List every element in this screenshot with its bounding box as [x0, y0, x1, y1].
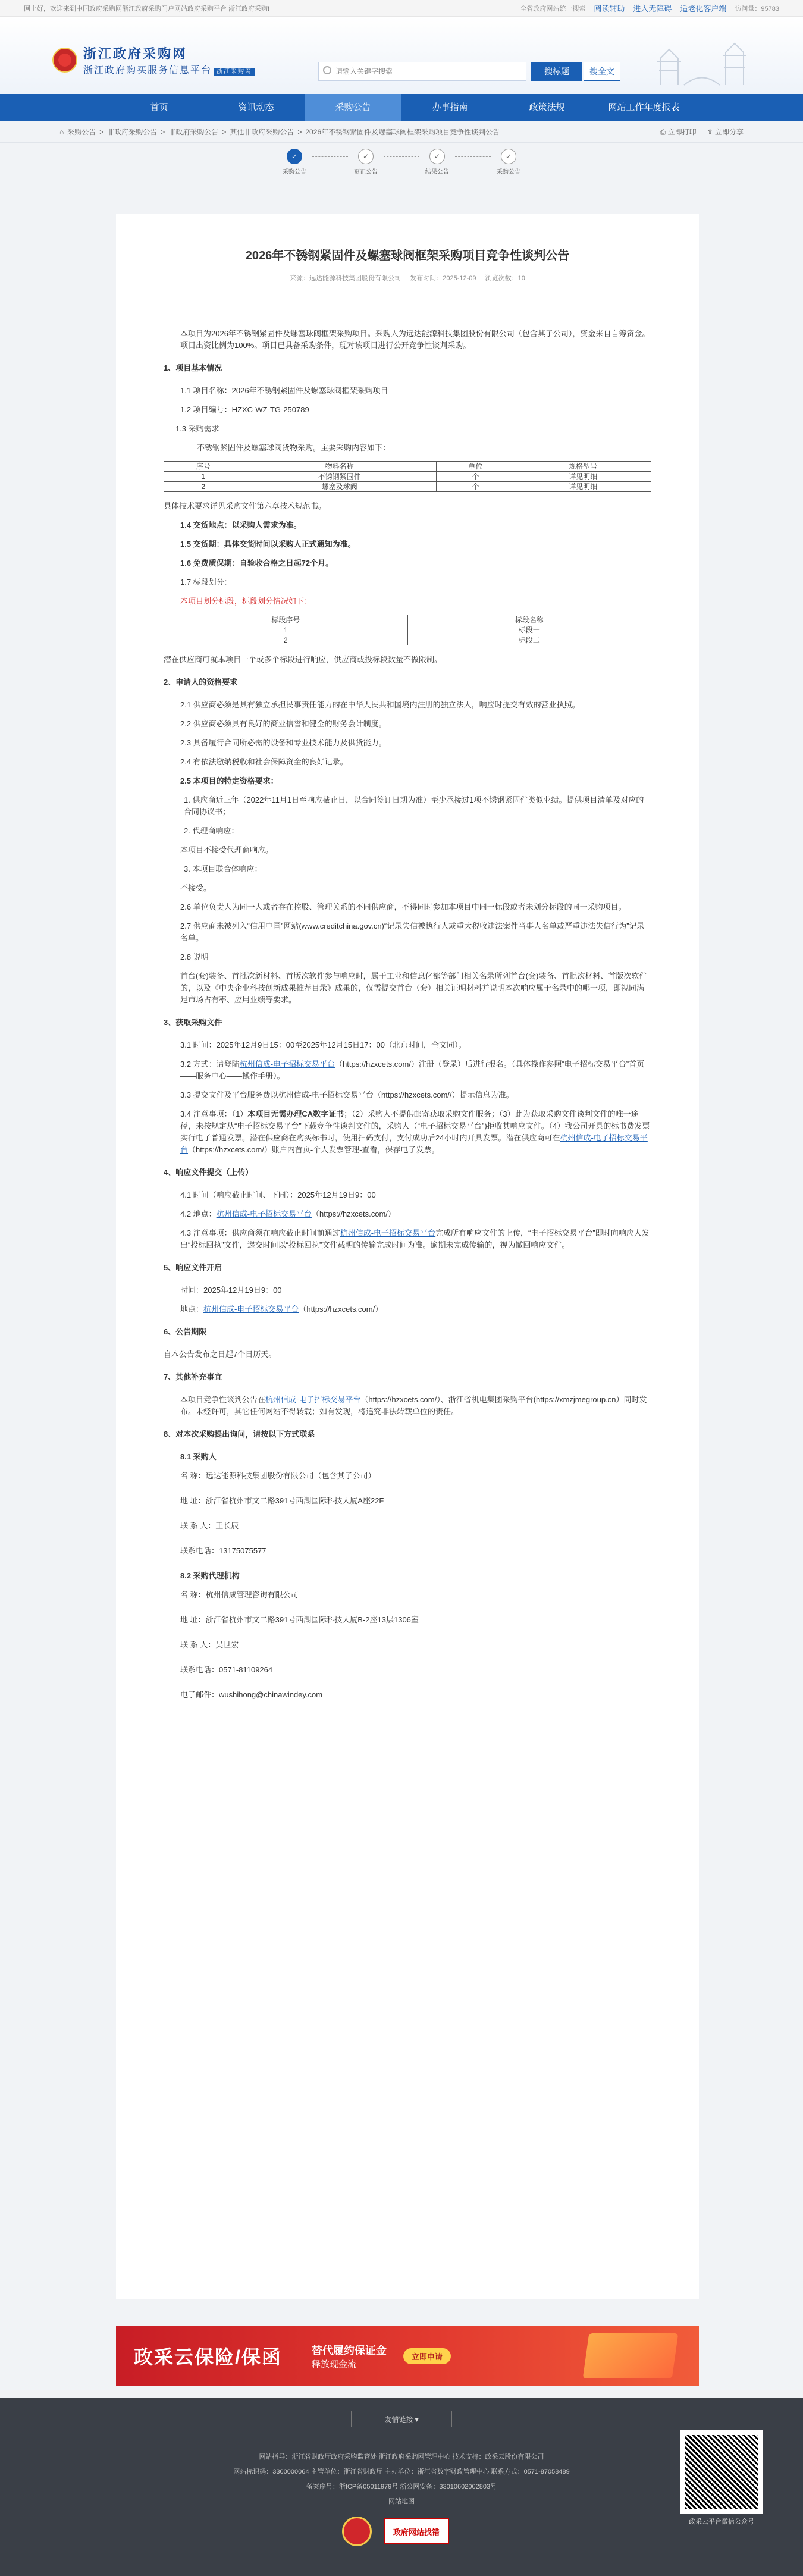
nav-annual-report[interactable]: 网站工作年度报表 — [608, 102, 680, 112]
banner-subtitle: 替代履约保证金 释放现金流 — [311, 2344, 387, 2370]
insurance-banner[interactable] — [116, 2326, 699, 2386]
table-row: 1 标段一 — [164, 625, 651, 635]
nav-announcements[interactable]: 采购公告 — [305, 94, 402, 121]
banner-title: 政采云保险/保函 — [134, 2346, 282, 2368]
purchaser-phone: 联系电话：13175075577 — [180, 1546, 266, 1555]
agency-phone: 联系电话：0571-81109264 — [180, 1665, 273, 1674]
platform-link[interactable]: 杭州信成-电子招标交易平台 — [180, 1133, 648, 1154]
lot-table: 标段序号 标段名称 1 标段一 2 标段二 — [164, 615, 651, 645]
footer-info: 网站指导：浙江省财政厅政府采购监管处 浙江政府采购网管理中心 技术支持：政采云股份有限公司 网站标识码：3300000064 主管单位：浙江省财政厅 主办单位：浙江省数字财政管理中心 联系方式：0571-87058489 备案序号：浙ICP备05011979号 浙公网安备：33010602002803号 网站地图 — [233, 2453, 570, 2505]
step-result[interactable]: ✓ 结果公告 — [419, 149, 455, 176]
section-heading: 1、项目基本情况 — [164, 363, 222, 372]
check-icon: ✓ — [429, 149, 445, 164]
doc-notes: 3.4 注意事项：（1）本项目无需办理CA数字证书；（2）采购人不提供邮寄获取采购文件服务；（3）此为获取采购文件谈判文件的唯一途径，未按规定从“电子招标交易平台”下载竞争性谈判文件的，采购人（“电子招标交易平台”)拒收其响应文件。（4）我公司开具的标书费发票实行电子普通发票。潜在供应商在购买标书时，使用扫码支付，支付成功后24小时内开具发票。潜在供应商可在杭州信成-电子招标交易平台（https://hzxcets.com/）账户内首页-个人发票管理-查看，保存电子发票。 — [180, 1110, 650, 1154]
table-note: 具体技术要求详见采购文件第六章技术规范书。 — [164, 502, 327, 510]
requirement: 首台(套)装备、首批次新材料、首版次软件参与响应时，属于工业和信息化部等部门相关名录所列首台(套)装备、首批次材料、首版次软件的，以及《中央企业科技创新成果推荐目录》成果的，仅需提交首台（套）相关证明材料并说明本次响应属于名录中的哪一项，即视同满足市场占有率、应用业绩等要求。 — [180, 972, 647, 1004]
platform-link[interactable]: 杭州信成-电子招标交易平台 — [340, 1229, 436, 1237]
requirement: 2.3 具备履行合同所必需的设备和专业技术能力及供货能力。 — [180, 738, 387, 747]
section-heading: 3、获取采购文件 — [164, 1018, 222, 1027]
nav-guide[interactable]: 办事指南 — [432, 102, 468, 112]
open-place: 地点：杭州信成-电子招标交易平台（https://hzxcets.com/） — [180, 1305, 383, 1314]
unified-search-link[interactable]: 全省政府网站统一搜索 — [520, 5, 586, 12]
printer-icon: ⎙ — [660, 128, 668, 136]
table-row: 1 不锈钢紧固件 个 详见明细 — [164, 472, 651, 482]
purchaser-address: 地 址：浙江省杭州市文二路391号西湖国际科技大厦A座22F — [180, 1496, 384, 1505]
supplement: 本项目竞争性谈判公告在杭州信成-电子招标交易平台（https://hzxcets.com/）、浙江省机电集团采购平台(https://xmzjmegroup.cn）同时发布。未经许可，其它任何网站不得转载；如有发现，将追究非法转载单位的责任。 — [180, 1395, 647, 1416]
breadcrumb-item[interactable]: 非政府采购公告 — [107, 128, 158, 136]
delivery-place: 1.4 交货地点：以采购人需求为准。 — [180, 521, 302, 529]
platform-link[interactable]: 杭州信成-电子招标交易平台 — [203, 1305, 299, 1314]
report-error-badge[interactable]: 政府网站找错 — [384, 2518, 449, 2544]
purchaser-name: 名 称：远达能源科技集团股份有限公司（包含其子公司） — [180, 1471, 376, 1480]
doc-acquire-method: 3.2 方式：请登陆杭州信成-电子招标交易平台（https://hzxcets.com/）注册（登录）后进行报名。（具体操作参照“电子招标交易平台”首页——服务中心——操作手册）。 — [180, 1060, 645, 1080]
site-logo[interactable] — [52, 44, 255, 76]
agency-name: 名 称：杭州信成管理咨询有限公司 — [180, 1590, 299, 1599]
platform-link[interactable]: 杭州信成-电子招标交易平台 — [216, 1209, 312, 1218]
demand-table: 序号 物料名称 单位 规格型号 1 不锈钢紧固件 个 详见明细 2 螺塞及球阀 个 详见明细 — [164, 461, 651, 492]
step-correction[interactable]: ✓ 更正公告 — [348, 149, 384, 176]
site-footer — [0, 2398, 803, 2576]
lot-note: 潜在供应商可就本项目一个或多个标段进行响应，供应商或投标段数量不做限制。 — [164, 655, 443, 664]
requirement: 2.7 供应商未被列入“信用中国”网站(www.creditchina.gov.cn)“记录失信被执行人或重大税收违法案件当事人名单或严重违法失信行为”记录名单。 — [180, 922, 645, 942]
requirement: 2.2 供应商必须具有良好的商业信誉和健全的财务会计制度。 — [180, 719, 387, 728]
submit-notes: 4.3 注意事项：供应商须在响应截止时间前通过杭州信成-电子招标交易平台完成所有响应文件的上传，“电子招标交易平台”即时向响应人发出“投标回执”文件，递交时间以“投标回执”文件载明的传输完成时间为准。逾期未完成传输的，视为撤回响应文件。 — [180, 1229, 650, 1249]
doc-fee: 3.3 提交文件及平台服务费以杭州信成-电子招标交易平台（https://hzxcets.com//）提示信息为准。 — [180, 1090, 514, 1099]
top-bar — [0, 0, 803, 17]
home-icon: ⌂ — [59, 127, 64, 136]
agency-contact: 联 系 人：吴世宏 — [180, 1640, 239, 1649]
print-button[interactable]: ⎙ 立即打印 — [660, 128, 697, 136]
main-nav — [0, 94, 803, 121]
article-meta — [229, 272, 586, 292]
requirement: 2.6 单位负责人为同一人或者存在控股、管理关系的不同供应商，不得同时参加本项目中同一标段或者未划分标段的同一采购项目。 — [180, 902, 626, 911]
emblem-icon — [52, 48, 77, 73]
table-row: 2 螺塞及球阀 个 详见明细 — [164, 482, 651, 492]
section-heading: 2、申请人的资格要求 — [164, 678, 238, 687]
submit-time: 4.1 时间（响应截止时间、下同）：2025年12月19日9：00 — [180, 1190, 376, 1199]
section-heading: 6、公告期限 — [164, 1327, 207, 1336]
check-icon: ✓ — [358, 149, 374, 164]
search-bar — [318, 62, 620, 81]
breadcrumb-item[interactable]: 非政府采购公告 — [168, 128, 219, 136]
requirement: 1. 供应商近三年（2022年11月1日至响应截止日，以合同签订日期为准）至少承接过1项不锈钢紧固件类似业绩。提供项目清单及对应的合同协议书； — [184, 795, 644, 816]
requirement: 2.5 本项目的特定资格要求： — [180, 776, 278, 785]
purchaser-contact: 联 系 人：王长辰 — [180, 1521, 239, 1530]
delivery-time: 1.5 交货期：具体交货时间以采购人正式通知为准。 — [180, 540, 356, 549]
agency-email: 电子邮件：wushihong@chinawindey.com — [180, 1690, 323, 1699]
check-icon: ✓ — [501, 149, 516, 164]
qr-code-icon — [680, 2430, 763, 2514]
search-title-button[interactable]: 搜标题 — [531, 62, 582, 81]
doc-acquire-time: 3.1 时间：2025年12月9日15：00至2025年12月15日17：00（北京时间，全文同）。 — [180, 1041, 466, 1049]
sitemap-link[interactable]: 网站地图 — [388, 2498, 415, 2505]
reading-aid-link[interactable]: 阅读辅助 — [594, 4, 625, 13]
accessibility-link[interactable]: 进入无障碍 — [633, 4, 672, 13]
page-title: 2026年不锈钢紧固件及螺塞球阀框架采购项目竞争性谈判公告 — [245, 249, 570, 262]
project-number: 1.2 项目编号：HZXC-WZ-TG-250789 — [180, 405, 309, 414]
breadcrumb-item[interactable]: 其他非政府采购公告 — [230, 128, 294, 136]
open-time: 时间：2025年12月19日9：00 — [180, 1286, 282, 1295]
friendly-links-select[interactable]: 友情链接 ▾ — [351, 2411, 452, 2427]
breadcrumb: ⌂ 采购公告 > 非政府采购公告 > 非政府采购公告 > 其他非政府采购公告 > 2026年不锈钢紧固件及螺塞球阀框架采购项目竞争性谈判公告 ⎙ 立即打印 ⇪ 立即分享 — [0, 121, 803, 143]
procurement-steps — [0, 143, 803, 184]
section-heading: 8、对本次采购提出询问，请按以下方式联系 — [164, 1430, 315, 1439]
announcement-card — [116, 214, 699, 2299]
pagoda-decoration-icon — [648, 35, 755, 88]
nav-news[interactable]: 资讯动态 — [238, 102, 274, 112]
search-fulltext-button[interactable]: 搜全文 — [584, 62, 620, 81]
requirement: 2.1 供应商必须是具有独立承担民事责任能力的在中华人民共和国境内注册的独立法人，响应时提交有效的营业执照。 — [180, 700, 580, 709]
requirement: 2. 代理商响应： — [184, 826, 239, 835]
breadcrumb-current: 2026年不锈钢紧固件及螺塞球阀框架采购项目竞争性谈判公告 — [305, 128, 500, 136]
notice-period: 自本公告发布之日起7个日历天。 — [164, 1350, 277, 1359]
agency-heading: 8.2 采购代理机构 — [180, 1571, 240, 1580]
table-row: 2 标段二 — [164, 635, 651, 645]
requirement: 不接受。 — [180, 883, 212, 892]
requirement: 2.8 说明 — [180, 952, 209, 961]
source: 来源：远达能源科技集团股份有限公司 — [290, 275, 402, 282]
qr-caption: 政采云平台微信公众号 — [689, 2518, 754, 2525]
intro-paragraph: 本项目为2026年不锈钢紧固件及螺塞球阀框架采购项目。采购人为远达能源科技集团股份有限公司（包含其子公司），资金来自自筹资金。项目出资比例为100%。项目已具备采购条件，现对该项目进行公开竞争性谈判采购。 — [180, 329, 650, 350]
demand-desc: 不锈钢紧固件及螺塞球阀货物采购。主要采购内容如下： — [197, 443, 391, 452]
requirement: 3. 本项目联合体响应： — [184, 864, 262, 873]
nav-home[interactable]: 首页 — [150, 102, 168, 112]
requirement: 2.4 有依法缴纳税收和社会保障资金的良好记录。 — [180, 757, 348, 766]
lot-division: 1.7 标段划分： — [180, 578, 232, 587]
platform-link[interactable]: 杭州信成-电子招标交易平台 — [265, 1395, 361, 1404]
site-subtitle: 浙江政府购买服务信息平台 浙江采购网 — [83, 62, 255, 76]
breadcrumb-item[interactable]: 采购公告 — [67, 128, 96, 136]
party-gov-badge-icon[interactable] — [342, 2517, 372, 2546]
section-heading: 7、其他补充事宜 — [164, 1372, 222, 1381]
project-name: 1.1 项目名称：2026年不锈钢紧固件及螺塞球阀框架采购项目 — [180, 386, 388, 395]
site-title: 浙江政府采购网 — [83, 46, 188, 61]
submit-place: 4.2 地点：杭州信成-电子招标交易平台（https://hzxcets.com/） — [180, 1209, 396, 1218]
platform-link[interactable]: 杭州信成-电子招标交易平台 — [239, 1060, 335, 1068]
warranty: 1.6 免费质保期：自验收合格之日起72个月。 — [180, 559, 334, 568]
demand-heading: 1.3 采购需求 — [175, 424, 219, 433]
search-icon — [323, 66, 331, 74]
step-announcement[interactable]: ✓ 采购公告 — [277, 149, 312, 176]
view-count: 浏览次数：10 — [485, 275, 525, 282]
purchaser-heading: 8.1 采购人 — [180, 1452, 217, 1461]
publish-date: 发布时间：2025-12-09 — [410, 275, 476, 282]
welcome-text: 网上好，欢迎来到中国政府采购网浙江政府采购门户网站政府采购平台 浙江政府采购! — [24, 5, 270, 12]
visits-counter: 访问量：95783 — [735, 5, 779, 12]
share-icon: ⇪ — [707, 128, 715, 136]
elderly-client-link[interactable]: 适老化客户端 — [680, 4, 727, 13]
lot-division-note: 本项目划分标段，标段划分情况如下： — [180, 597, 312, 606]
share-button[interactable]: ⇪ 立即分享 — [707, 128, 744, 136]
nav-policy[interactable]: 政策法规 — [529, 102, 565, 112]
apply-now-button[interactable]: 立即申请 — [403, 2348, 451, 2364]
search-input[interactable] — [318, 62, 526, 81]
requirement: 本项目不接受代理商响应。 — [180, 845, 274, 854]
section-heading: 5、响应文件开启 — [164, 1263, 222, 1272]
gift-box-icon — [583, 2333, 679, 2378]
site-tag: 浙江采购网 — [214, 68, 255, 76]
site-header — [0, 17, 803, 94]
check-icon: ✓ — [287, 149, 302, 164]
agency-address: 地 址：浙江省杭州市文二路391号西湖国际科技大厦B-2座13层1306室 — [180, 1615, 419, 1624]
step-purchase[interactable]: ✓ 采购公告 — [491, 149, 526, 176]
section-heading: 4、响应文件提交（上传） — [164, 1168, 253, 1177]
